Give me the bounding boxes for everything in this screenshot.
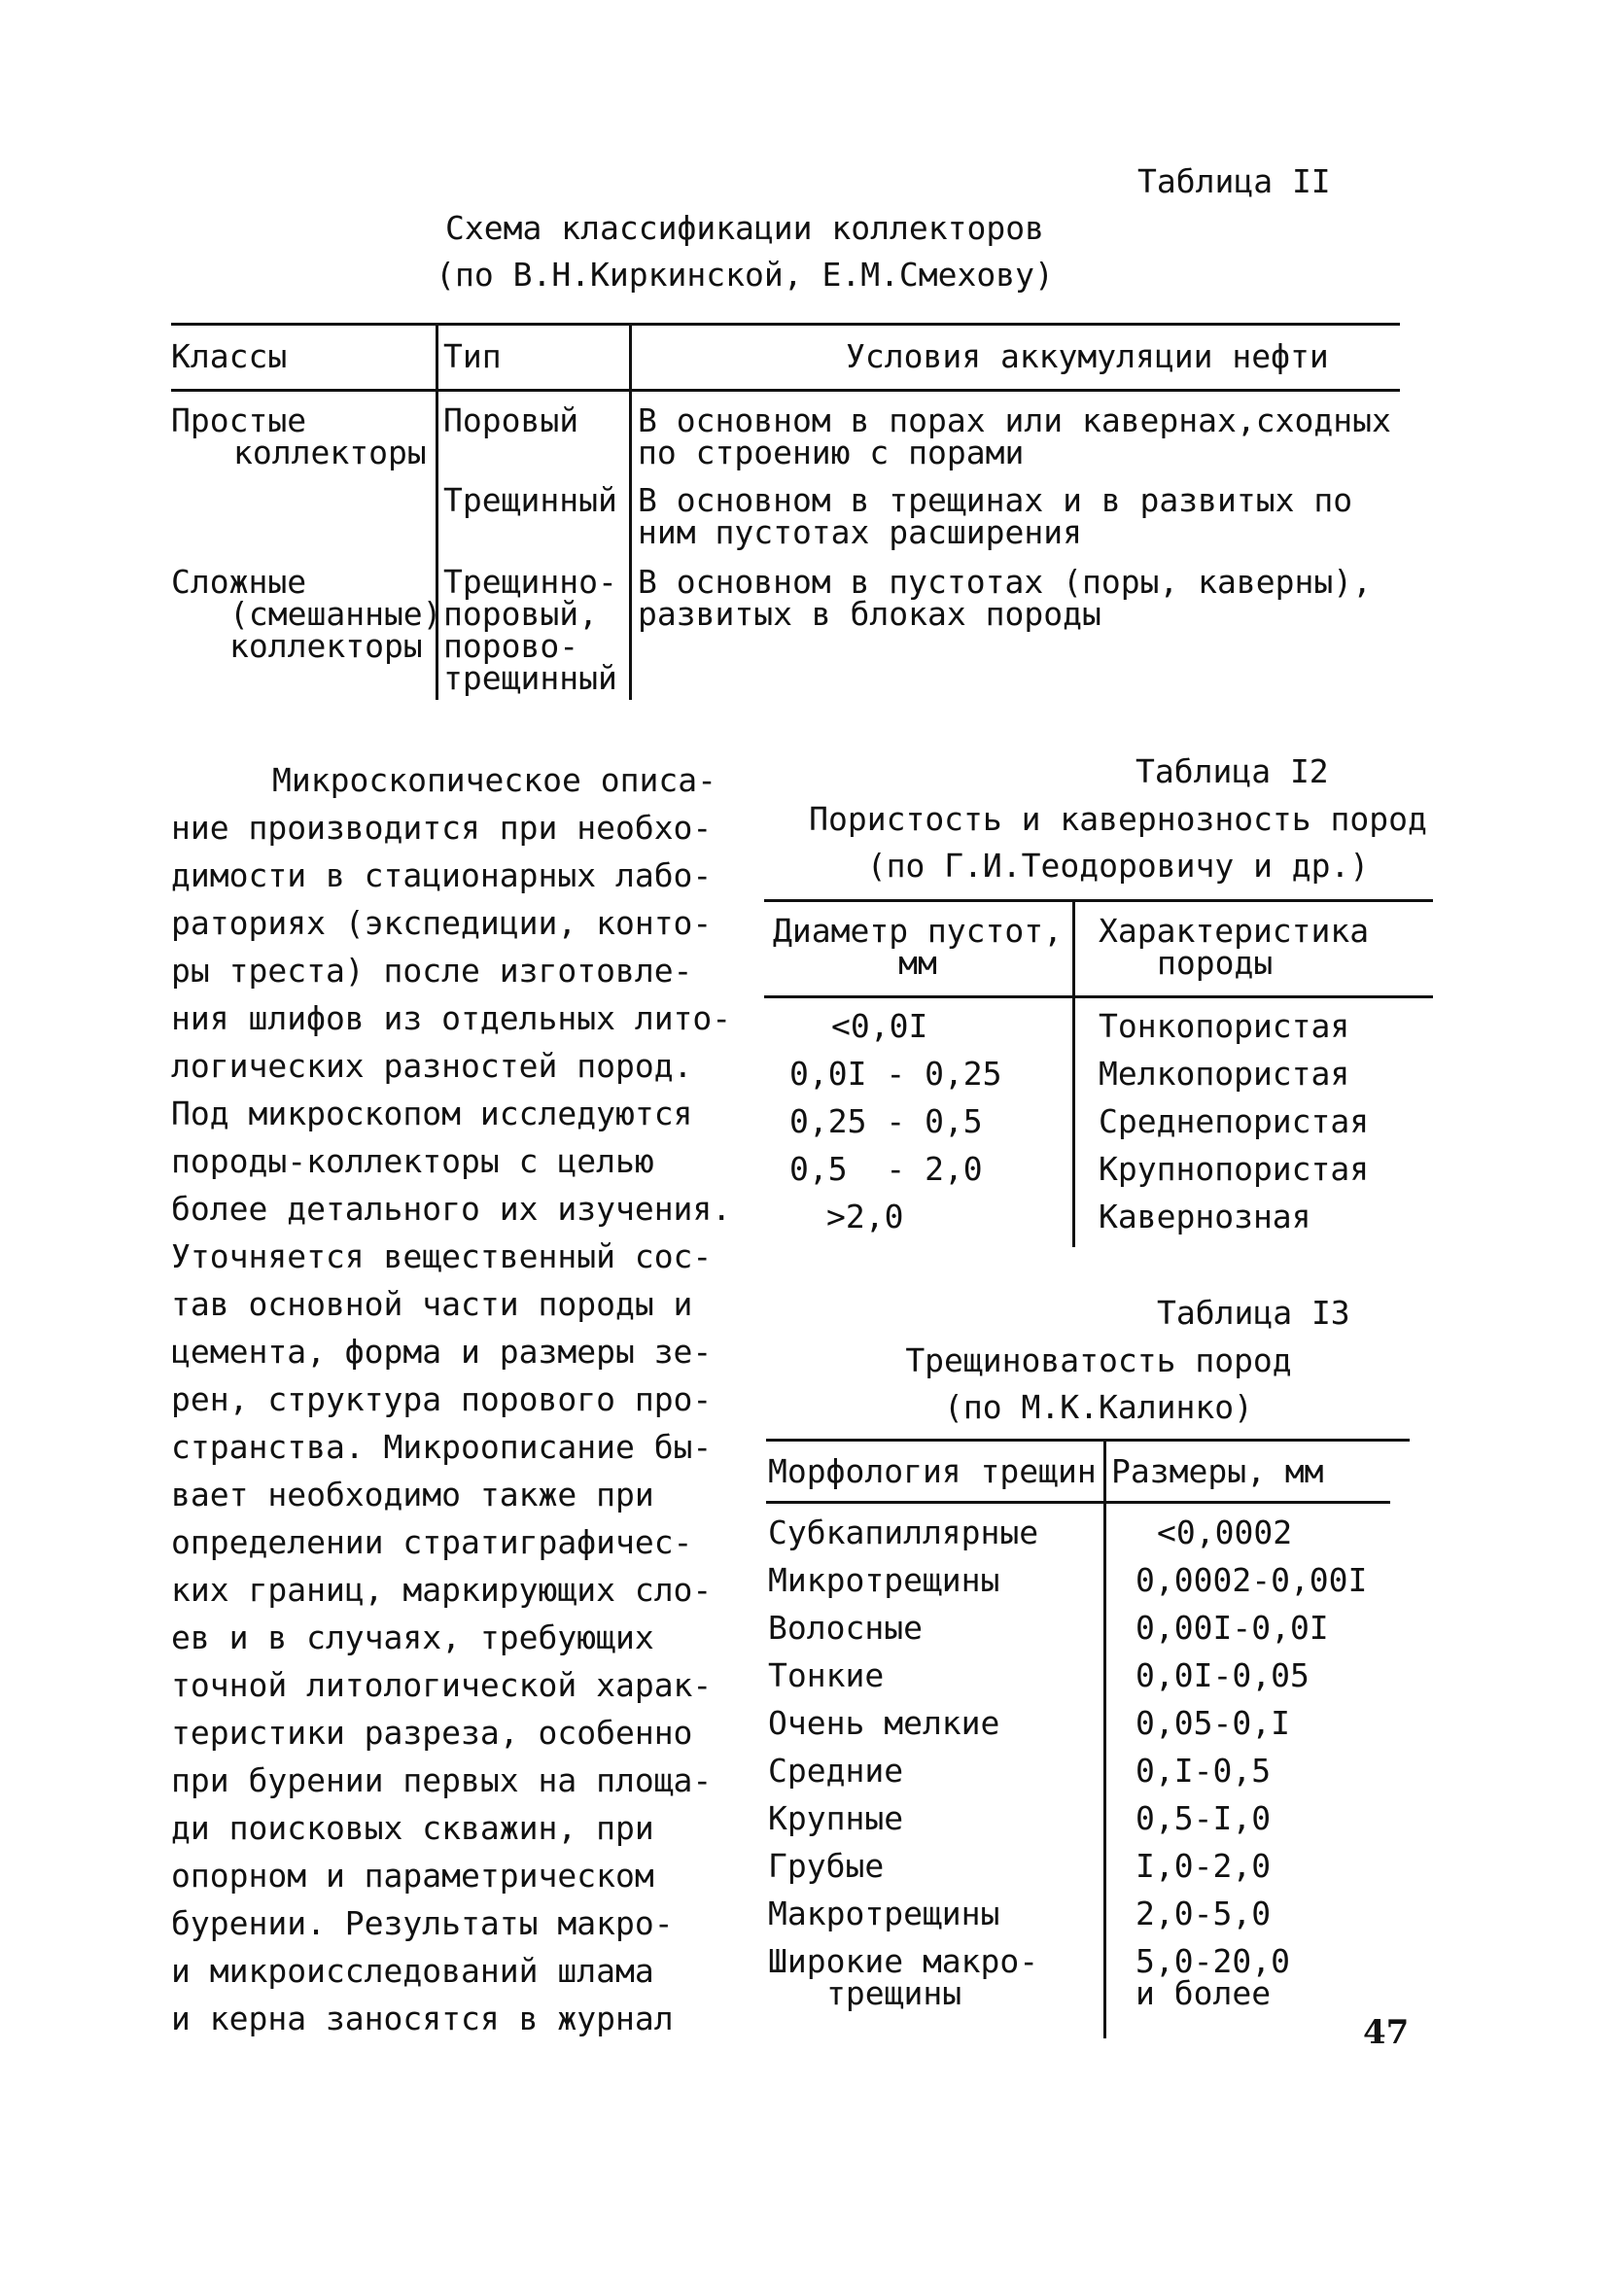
- table-13-size-cell: 0,I-0,5: [1135, 1752, 1272, 1790]
- table-11-col-divider-1: [436, 325, 438, 700]
- table-13-morphology-cell: Очень мелкие: [768, 1704, 1000, 1742]
- table-12-characteristic-cell: Крупнопористая: [1099, 1150, 1370, 1188]
- table-11-condition-cell: В основном в порах или кавернах,сходных: [638, 401, 1391, 439]
- paragraph-line: ди поисковых скважин, при: [171, 1809, 654, 1847]
- table-13-header-morphology: Морфология трещин: [768, 1452, 1097, 1490]
- paragraph-line: раториях (экспедиции, конто-: [171, 904, 713, 942]
- table-12-diameter-cell: >2,0: [826, 1198, 904, 1235]
- paragraph-line: точной литологической харак-: [171, 1666, 713, 1704]
- paragraph-line: ких границ, маркирующих сло-: [171, 1571, 713, 1609]
- table-11-type-cell: поровый,: [443, 595, 598, 633]
- table-12-header-rule: [764, 995, 1433, 998]
- table-11-top-rule: [171, 323, 1400, 326]
- table-11-col-divider-2: [629, 325, 632, 700]
- table-12-characteristic-cell: Среднепористая: [1099, 1102, 1370, 1140]
- table-12-header-characteristic: Характеристика: [1099, 912, 1370, 950]
- table-13-col-divider: [1103, 1441, 1106, 2038]
- table-11-condition-cell: ним пустотах расширения: [638, 513, 1082, 551]
- paragraph-line: Под микроскопом исследуются: [171, 1095, 693, 1132]
- table-12-diameter-cell: 0,0I - 0,25: [789, 1055, 1002, 1093]
- paragraph-line: и керна заносятся в журнал: [171, 2000, 674, 2037]
- table-13-size-cell: 5,0-20,0: [1135, 1942, 1290, 1980]
- paragraph-line: рен, структура порового про-: [171, 1380, 713, 1418]
- table-11-class-cell: коллекторы: [229, 627, 423, 665]
- table-11-type-cell: трещинный: [443, 659, 617, 697]
- table-12-characteristic-cell: Мелкопористая: [1099, 1055, 1350, 1093]
- table-11-header-classes: Классы: [171, 337, 288, 375]
- paragraph-line: и микроисследований шлама: [171, 1952, 654, 1990]
- paragraph-line: цемента, форма и размеры зе-: [171, 1333, 713, 1371]
- paragraph-line: Уточняется вещественный сос-: [171, 1237, 713, 1275]
- table-13-morphology-cell: трещины: [826, 1974, 962, 2012]
- table-13-morphology-cell: Крупные: [768, 1799, 904, 1837]
- table-13-morphology-cell: Волосные: [768, 1609, 923, 1647]
- table-13-label: Таблица I3: [1157, 1294, 1350, 1332]
- table-13-size-cell: и более: [1135, 1974, 1272, 2012]
- table-13-size-cell: <0,0002: [1157, 1513, 1293, 1551]
- table-13-subtitle: (по М.К.Калинко): [944, 1388, 1253, 1426]
- table-12-col-divider: [1072, 901, 1075, 1247]
- paragraph-line: при бурении первых на площа-: [171, 1761, 713, 1799]
- table-13-morphology-cell: Субкапиллярные: [768, 1513, 1039, 1551]
- paragraph-line: странства. Микроописание бы-: [171, 1428, 713, 1466]
- table-13-size-cell: 0,5-I,0: [1135, 1799, 1272, 1837]
- table-11-type-cell: Трещинно-: [443, 563, 617, 601]
- table-12-header-characteristic: породы: [1157, 944, 1274, 982]
- table-11-class-cell: Сложные: [171, 563, 307, 601]
- table-11-header-rule: [171, 389, 1400, 392]
- table-13-size-cell: 2,0-5,0: [1135, 1895, 1272, 1932]
- table-11-condition-cell: В основном в пустотах (поры, каверны),: [638, 563, 1372, 601]
- table-13-header-rule: [766, 1501, 1390, 1504]
- table-13-morphology-cell: Тонкие: [768, 1656, 885, 1694]
- paragraph-line: теристики разреза, особенно: [171, 1714, 693, 1752]
- table-11-title: Схема классификации коллекторов: [445, 209, 1044, 247]
- table-11-class-cell: (смешанные): [229, 595, 442, 633]
- table-13-top-rule: [766, 1439, 1410, 1442]
- table-13-size-cell: 0,0002-0,00I: [1135, 1561, 1368, 1599]
- paragraph-line: породы-коллекторы с целью: [171, 1142, 654, 1180]
- paragraph-line: определении стратиграфичес-: [171, 1523, 693, 1561]
- table-11-label: Таблица II: [1137, 162, 1331, 200]
- table-12-header-diameter: Диаметр пустот,: [772, 912, 1063, 950]
- table-13-morphology-cell: Грубые: [768, 1847, 885, 1885]
- table-12-characteristic-cell: Тонкопористая: [1099, 1007, 1350, 1045]
- table-13-size-cell: 0,0I-0,05: [1135, 1656, 1310, 1694]
- table-12-header-diameter-unit: мм: [898, 944, 937, 982]
- paragraph-line: ние производится при необхо-: [171, 809, 713, 847]
- table-12-diameter-cell: <0,0I: [831, 1007, 928, 1045]
- table-11-type-cell: порово-: [443, 627, 579, 665]
- table-12-diameter-cell: 0,25 - 0,5: [789, 1102, 983, 1140]
- table-11-class-cell: коллекторы: [233, 434, 427, 471]
- table-13-morphology-cell: Средние: [768, 1752, 904, 1790]
- table-13-title: Трещиноватость пород: [905, 1341, 1292, 1379]
- table-12-top-rule: [764, 899, 1433, 902]
- paragraph-line: димости в стационарных лабо-: [171, 856, 713, 894]
- table-13-morphology-cell: Микротрещины: [768, 1561, 1000, 1599]
- table-11-header-type: Тип: [443, 337, 502, 375]
- table-11-header-conditions: Условия аккумуляции нефти: [846, 337, 1329, 375]
- paragraph-line: логических разностей пород.: [171, 1047, 693, 1085]
- paragraph-line: вает необходимо также при: [171, 1476, 654, 1513]
- table-12-subtitle: (по Г.И.Теодоровичу и др.): [866, 847, 1370, 885]
- table-11-type-cell: Поровый: [443, 401, 579, 439]
- table-11-condition-cell: В основном в трещинах и в развитых по: [638, 481, 1353, 519]
- table-13-size-cell: I,0-2,0: [1135, 1847, 1272, 1885]
- paragraph-line: ев и в случаях, требующих: [171, 1618, 654, 1656]
- table-11-condition-cell: развитых в блоках породы: [638, 595, 1101, 633]
- table-11-type-cell: Трещинный: [443, 481, 617, 519]
- table-13-size-cell: 0,00I-0,0I: [1135, 1609, 1329, 1647]
- paragraph-line: Микроскопическое описа-: [272, 761, 716, 799]
- table-12-diameter-cell: 0,5 - 2,0: [789, 1150, 983, 1188]
- table-12-label: Таблица I2: [1135, 752, 1329, 790]
- paragraph-line: ры треста) после изготовле-: [171, 952, 693, 990]
- paragraph-line: бурении. Результаты макро-: [171, 1904, 674, 1942]
- table-13-header-sizes: Размеры, мм: [1111, 1452, 1324, 1490]
- table-11-class-cell: Простые: [171, 401, 307, 439]
- table-13-morphology-cell: Широкие макро-: [768, 1942, 1039, 1980]
- table-11-subtitle: (по В.Н.Киркинской, Е.М.Смехову): [436, 256, 1054, 294]
- paragraph-line: тав основной части породы и: [171, 1285, 693, 1323]
- table-11-condition-cell: по строению с порами: [638, 434, 1025, 471]
- paragraph-line: более детального их изучения.: [171, 1190, 732, 1228]
- table-12-characteristic-cell: Кавернозная: [1099, 1198, 1311, 1235]
- page-number: 47: [1363, 2013, 1410, 2052]
- table-13-size-cell: 0,05-0,I: [1135, 1704, 1290, 1742]
- paragraph-line: ния шлифов из отдельных лито-: [171, 999, 732, 1037]
- paragraph-line: опорном и параметрическом: [171, 1857, 654, 1895]
- table-12-title: Пористость и кавернозность пород: [809, 800, 1427, 838]
- table-13-morphology-cell: Макротрещины: [768, 1895, 1000, 1932]
